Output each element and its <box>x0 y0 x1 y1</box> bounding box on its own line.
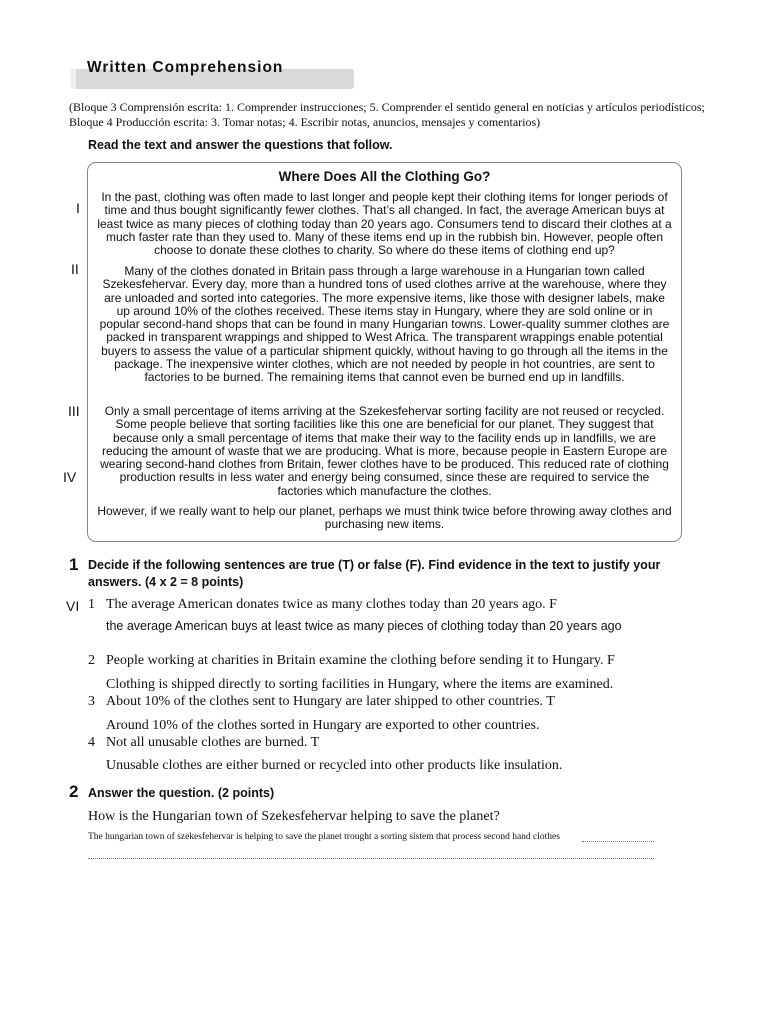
margin-mark-3: III <box>68 403 80 419</box>
q1-item-3-answer[interactable]: Around 10% of the clothes sorted in Hungary are exported to other countries. <box>106 718 540 733</box>
margin-mark-2: II <box>71 261 79 277</box>
section-title: Written Comprehension <box>87 59 284 76</box>
margin-mark-1: I <box>76 200 80 216</box>
article-paragraph-3: Only a small percentage of items arriving at the Szekesfehervar sorting facility are not reused or recycled. Some people believe that sorting facilities like this one are beneficial for our planet. They suggest that because only a small percentage of items that make their way to the facility ends up in landfills, we are reducing the amount of waste that we are producing. What is more, because people in Eastern Europe are wearing second-hand clothes from Britain, fewer clothes have to be produced. This reduced rate of clothing production results in less water and energy being consumed, since these are required to service the factories which manufacture the clothes. <box>100 404 669 498</box>
q1-item-4-answer[interactable]: Unusable clothes are either burned or recycled into other products like insulation. <box>106 758 563 773</box>
article-title: Where Does All the Clothing Go? <box>278 169 491 184</box>
article-paragraph-4: However, if we really want to help our planet, perhaps we must think twice before throwing away clothes and purchasing new items. <box>97 504 672 532</box>
curriculum-note: (Bloque 3 Comprensión escrita: 1. Comprender instrucciones; 5. Comprender el sentido general en noticias y artículos periodísticos; Bloque 4 Producción escrita: 3. Tomar notas; 4. Escribir notas, anuncios, mensajes y comentarios) <box>69 100 705 129</box>
q1-item-1-statement: The average American donates twice as many clothes today than 20 years ago. F <box>106 597 557 612</box>
q1-item-2-number: 2 <box>88 653 95 668</box>
q1-item-3-number: 3 <box>88 694 95 709</box>
answer-line-1-tail <box>582 841 654 842</box>
q1-item-2-answer[interactable]: Clothing is shipped directly to sorting facilities in Hungary, where the items are examined. <box>106 677 614 692</box>
question-2-text: How is the Hungarian town of Szekesfehervar helping to save the planet? <box>88 809 500 824</box>
q1-item-3-statement: About 10% of the clothes sent to Hungary are later shipped to other countries. T <box>106 694 555 709</box>
question-1-heading: Decide if the following sentences are true (T) or false (F). Find evidence in the text to justify your answers. (4 x 2 = 8 points) <box>88 558 661 589</box>
q1-item-2-statement: People working at charities in Britain examine the clothing before sending it to Hungary. F <box>106 653 615 668</box>
instruction: Read the text and answer the questions that follow. <box>88 138 393 152</box>
margin-mark-5: VI <box>66 598 80 614</box>
article-paragraph-2: Many of the clothes donated in Britain pass through a large warehouse in a Hungarian town called Szekesfehervar. Every day, more than a hundred tons of used clothes arrive at the warehouse, where they are unloaded and sorted into categories. The more expensive items, like those with designer labels, make up around 10% of the clothes received. These items stay in Hungary, where they are sold online or in popular second-hand shops that can be found in many Hungarian towns. Lower-quality summer clothes are packed in transparent wrappings and shipped to West Africa. The transparent wrappings enable potential buyers to assess the value of a particular shipment quickly, without having to go through all the items in the package. The inexpensive winter clothes, which are not needed by people in hot countries, are sent to factories to be burned. The remaining items that cannot even be burned end up in landfills. <box>99 264 670 385</box>
question-2-number: 2 <box>69 782 79 801</box>
q1-item-1-number: 1 <box>88 597 95 612</box>
answer-line-2[interactable] <box>88 858 654 859</box>
margin-mark-4: IV <box>63 469 77 485</box>
q1-item-1-answer[interactable]: the average American buys at least twice as many pieces of clothing today than 20 years ago <box>106 619 622 633</box>
q1-item-4-statement: Not all unusable clothes are burned. T <box>106 735 320 750</box>
question-2-answer[interactable]: The hungarian town of szekesfehervar is helping to save the planet trought a sorting sistem that process second hand clothes <box>88 832 560 842</box>
question-1-number: 1 <box>69 555 79 574</box>
question-2-heading: Answer the question. (2 points) <box>88 786 275 800</box>
q1-item-4-number: 4 <box>88 735 95 750</box>
title-bar-accent <box>70 69 76 89</box>
article-paragraph-1: In the past, clothing was often made to last longer and people kept their clothing items for longer periods of time and thus bought significantly fewer clothes. That’s all changed. In fact, the average American buys at least twice as many pieces of clothing today than 20 years ago. Consumers tend to discard their clothes at a much faster rate than they used to. Many of these items end up in the rubbish bin. However, people often choose to donate these clothes to charity. So where do these items of clothing end up? <box>97 190 672 258</box>
